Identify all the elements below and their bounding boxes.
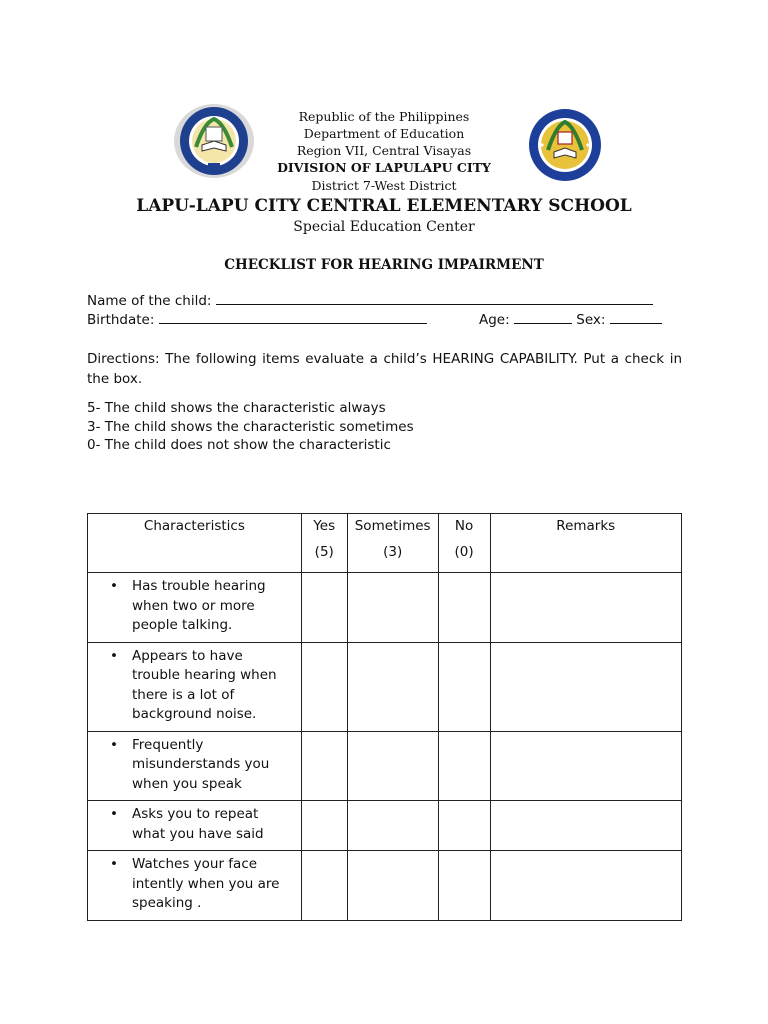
- bullet-icon: •: [110, 647, 118, 664]
- remarks-cell[interactable]: [490, 642, 682, 731]
- table-row: [88, 573, 682, 643]
- characteristic-text: Watches your face intently when you are speaking .: [132, 856, 280, 911]
- remarks-cell[interactable]: [490, 573, 682, 643]
- sometimes-checkbox[interactable]: [347, 851, 438, 921]
- school-name: LAPU-LAPU CITY CENTRAL ELEMENTARY SCHOOL: [136, 196, 632, 216]
- characteristic-cell: [88, 573, 302, 643]
- no-checkbox[interactable]: [438, 642, 490, 731]
- remarks-cell[interactable]: [490, 801, 682, 851]
- header-division: DIVISION OF LAPULAPU CITY: [277, 160, 491, 175]
- no-checkbox[interactable]: [438, 573, 490, 643]
- no-checkbox[interactable]: [438, 851, 490, 921]
- col-yes-value: (5): [314, 544, 334, 560]
- table-row: [88, 801, 682, 851]
- sex-blank[interactable]: [610, 312, 662, 324]
- characteristic-cell: [88, 642, 302, 731]
- characteristic-text: Frequently misunderstands you when you speak: [132, 736, 270, 792]
- characteristic-text: Asks you to repeat what you have said: [132, 806, 264, 842]
- name-blank[interactable]: [216, 293, 653, 305]
- col-sometimes: Sometimes (3): [347, 514, 438, 573]
- col-remarks: Remarks: [490, 514, 682, 573]
- sometimes-checkbox[interactable]: [347, 642, 438, 731]
- birthdate-label: Birthdate:: [87, 312, 155, 328]
- table-row: [88, 731, 682, 801]
- birthdate-blank[interactable]: [159, 312, 427, 324]
- no-checkbox[interactable]: [438, 731, 490, 801]
- scale-list: [87, 399, 414, 455]
- bullet-icon: •: [110, 806, 118, 822]
- scale-item-3: 3- The child shows the characteristic sometimes: [87, 418, 414, 435]
- col-no: No (0): [438, 514, 490, 573]
- age-blank[interactable]: [514, 312, 572, 324]
- sometimes-checkbox[interactable]: [347, 801, 438, 851]
- characteristic-cell: [88, 801, 302, 851]
- directions-text: Directions: The following items evaluate a child’s HEARING CAPABILITY. Put a check in the box.: [87, 351, 682, 387]
- form-title: CHECKLIST FOR HEARING IMPAIRMENT: [224, 257, 544, 273]
- sex-label: Sex:: [576, 312, 606, 328]
- yes-checkbox[interactable]: [301, 801, 347, 851]
- age-field[interactable]: [479, 312, 662, 328]
- characteristic-cell: [88, 731, 302, 801]
- checklist-table: [87, 513, 682, 921]
- name-field[interactable]: [87, 293, 687, 309]
- header-country: Republic of the Philippines: [298, 109, 470, 124]
- header-district: District 7-West District: [311, 178, 457, 193]
- characteristic-text: Appears to have trouble hearing when there is a lot of background noise.: [132, 647, 277, 722]
- no-checkbox[interactable]: [438, 801, 490, 851]
- yes-checkbox[interactable]: [301, 642, 347, 731]
- scale-item-0: 0- The child does not show the characteristic: [87, 437, 391, 453]
- sometimes-checkbox[interactable]: [347, 731, 438, 801]
- remarks-cell[interactable]: [490, 731, 682, 801]
- sometimes-checkbox[interactable]: [347, 573, 438, 643]
- bullet-icon: •: [110, 856, 118, 872]
- yes-checkbox[interactable]: [301, 851, 347, 921]
- center-name: Special Education Center: [293, 219, 475, 235]
- age-label: Age:: [479, 312, 510, 328]
- remarks-cell[interactable]: [490, 851, 682, 921]
- col-yes: Yes (5): [301, 514, 347, 573]
- col-no-value: (0): [454, 544, 474, 560]
- col-sometimes-value: (3): [383, 544, 403, 560]
- yes-checkbox[interactable]: [301, 573, 347, 643]
- scale-item-5: 5- The child shows the characteristic always: [87, 400, 386, 416]
- characteristic-cell: [88, 851, 302, 921]
- table-row: [88, 642, 682, 731]
- header-region: Region VII, Central Visayas: [296, 143, 472, 158]
- yes-checkbox[interactable]: [301, 731, 347, 801]
- characteristic-text: Has trouble hearing when two or more people talking.: [132, 578, 266, 633]
- table-header-row: [88, 514, 682, 573]
- birthdate-field[interactable]: [87, 312, 427, 328]
- name-label: Name of the child:: [87, 293, 212, 309]
- col-characteristics: Characteristics: [88, 514, 302, 573]
- table-row: [88, 851, 682, 921]
- bullet-icon: •: [110, 578, 118, 594]
- bullet-icon: •: [110, 736, 118, 753]
- header-department: Department of Education: [303, 126, 465, 141]
